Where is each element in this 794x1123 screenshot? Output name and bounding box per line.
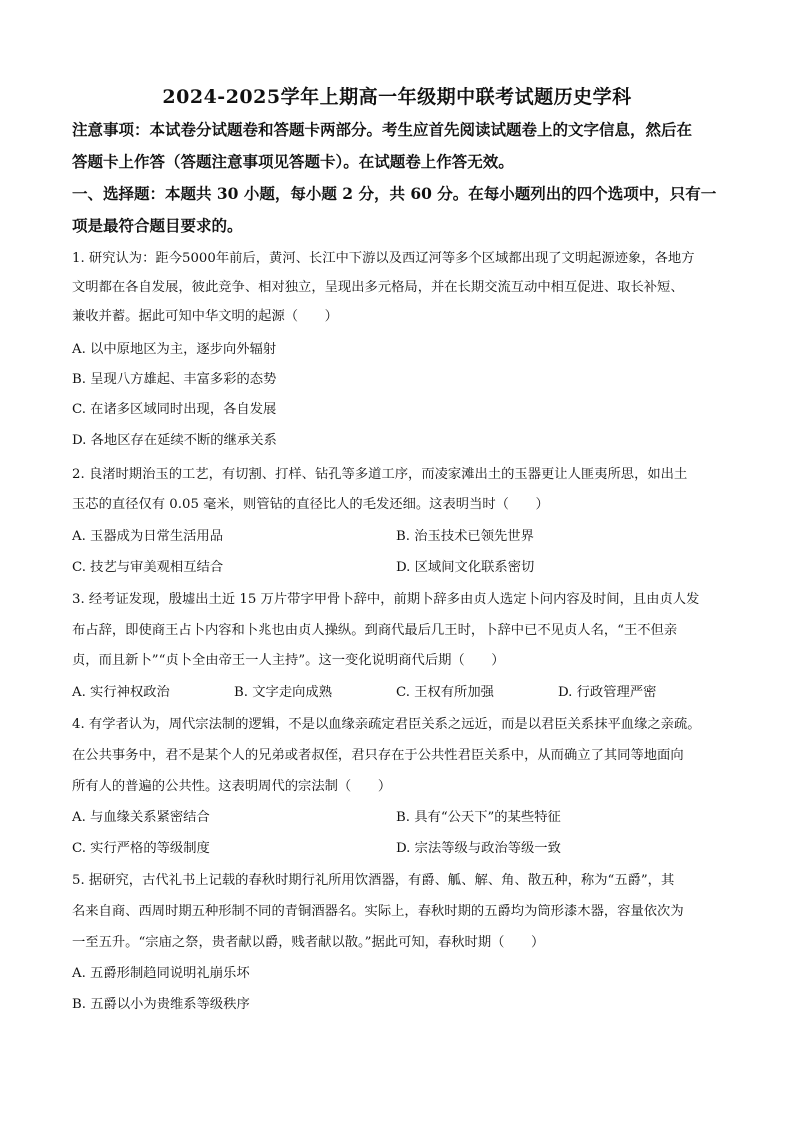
q3-option-c: C. 王权有所加强 — [396, 685, 494, 700]
q3-option-b: B. 文字走向成熟 — [234, 685, 333, 700]
q1-option-d: D. 各地区存在延续不断的继承关系 — [72, 433, 277, 448]
q5-stem-line: 5. 据研究，古代礼书上记载的春秋时期行礼所用饮酒器，有爵、觚、解、角、散五种，称为“五爵”，其 — [72, 873, 675, 888]
q4-option-d: D. 宗法等级与政治等级一致 — [396, 841, 561, 856]
q5-stem-line: 一至五升。“宗庙之祭，贵者献以爵，贱者献以散。”据此可知，春秋时期（ ） — [72, 935, 545, 950]
q5-option-a: A. 五爵形制趋同说明礼崩乐坏 — [72, 966, 250, 981]
q2-option-b: B. 治玉技术已领先世界 — [396, 529, 534, 544]
q1-stem-line: 文明都在各自发展，彼此竞争、相对独立，呈现出多元格局，并在长期交流互动中相互促进、取长补短、 — [72, 280, 684, 295]
q3-option-a: A. 实行神权政治 — [72, 685, 170, 700]
q3-stem-line: 贞，而且新卜”“贞卜全由帝王一人主持”。这一变化说明商代后期（ ） — [72, 653, 505, 668]
q4-stem-line: 在公共事务中，君不是某个人的兄弟或者叔侄，君只存在于公共性君臣关系中，从而确立了其同等地面向 — [72, 748, 684, 763]
notice-line-2: 答题卡上作答（答题注意事项见答题卡）。在试题卷上作答无效。 — [72, 152, 514, 171]
q1-option-a: A. 以中原地区为主，逐步向外辐射 — [72, 342, 277, 357]
q1-stem-line: 兼收并蓄。据此可知中华文明的起源（ ） — [72, 309, 338, 324]
q4-stem-line: 4. 有学者认为，周代宗法制的逻辑，不是以血缘亲疏定君臣关系之远近，而是以君臣关系抹平血缘之亲疏。 — [72, 717, 701, 732]
q2-option-a: A. 玉器成为日常生活用品 — [72, 529, 224, 544]
notice-line-1: 注意事项：本试卷分试题卷和答题卡两部分。考生应首先阅读试题卷上的文字信息，然后在 — [72, 120, 693, 139]
section-heading-line-1: 一、选择题：本题共 30 小题，每小题 2 分，共 60 分。在每小题列出的四个选项中，只有一 — [72, 184, 717, 203]
q2-stem-line: 玉芯的直径仅有 0.05 毫米，则管钻的直径比人的毛发还细。这表明当时（ ） — [72, 497, 549, 512]
q5-stem-line: 名来自商、西周时期五种形制不同的青铜酒器名。实际上，春秋时期的五爵均为筒形漆木器，容量依次为 — [72, 904, 684, 919]
q4-stem-line: 所有人的普遍的公共性。这表明周代的宗法制（ ） — [72, 779, 392, 794]
q4-option-a: A. 与血缘关系紧密结合 — [72, 810, 210, 825]
q1-option-c: C. 在诸多区域同时出现，各自发展 — [72, 402, 277, 417]
q2-option-c: C. 技艺与审美观相互结合 — [72, 560, 224, 575]
q1-stem-line: 1. 研究认为：距今5000年前后，黄河、长江中下游以及西辽河等多个区域都出现了文明起源迹象，各地方 — [72, 251, 695, 266]
q2-stem-line: 2. 良渚时期治玉的工艺，有切割、打样、钻孔等多道工序，而凌家滩出土的玉器更让人匪夷所思，如出土 — [72, 467, 688, 482]
q2-option-d: D. 区域间文化联系密切 — [396, 560, 535, 575]
q1-option-b: B. 呈现八方雄起、丰富多彩的态势 — [72, 372, 277, 387]
q5-option-b: B. 五爵以小为贵维系等级秩序 — [72, 997, 250, 1012]
q3-stem-line: 布占辞，即使商王占卜内容和卜兆也由贞人操纵。到商代最后几王时，卜辞中已不见贞人名，“王不但亲 — [72, 623, 678, 638]
page-title: 2024-2025学年上期高一年级期中联考试题历史学科 — [162, 86, 632, 108]
q4-option-b: B. 具有“公天下”的某些特征 — [396, 810, 561, 825]
q4-option-c: C. 实行严格的等级制度 — [72, 841, 210, 856]
section-heading-line-2: 项是最符合题目要求的。 — [72, 216, 243, 235]
q3-option-d: D. 行政管理严密 — [558, 685, 657, 700]
q3-stem-line: 3. 经考证发现，殷墟出土近 15 万片带字甲骨卜辞中，前期卜辞多由贞人选定卜问内容及时间，且由贞人发 — [72, 592, 700, 607]
